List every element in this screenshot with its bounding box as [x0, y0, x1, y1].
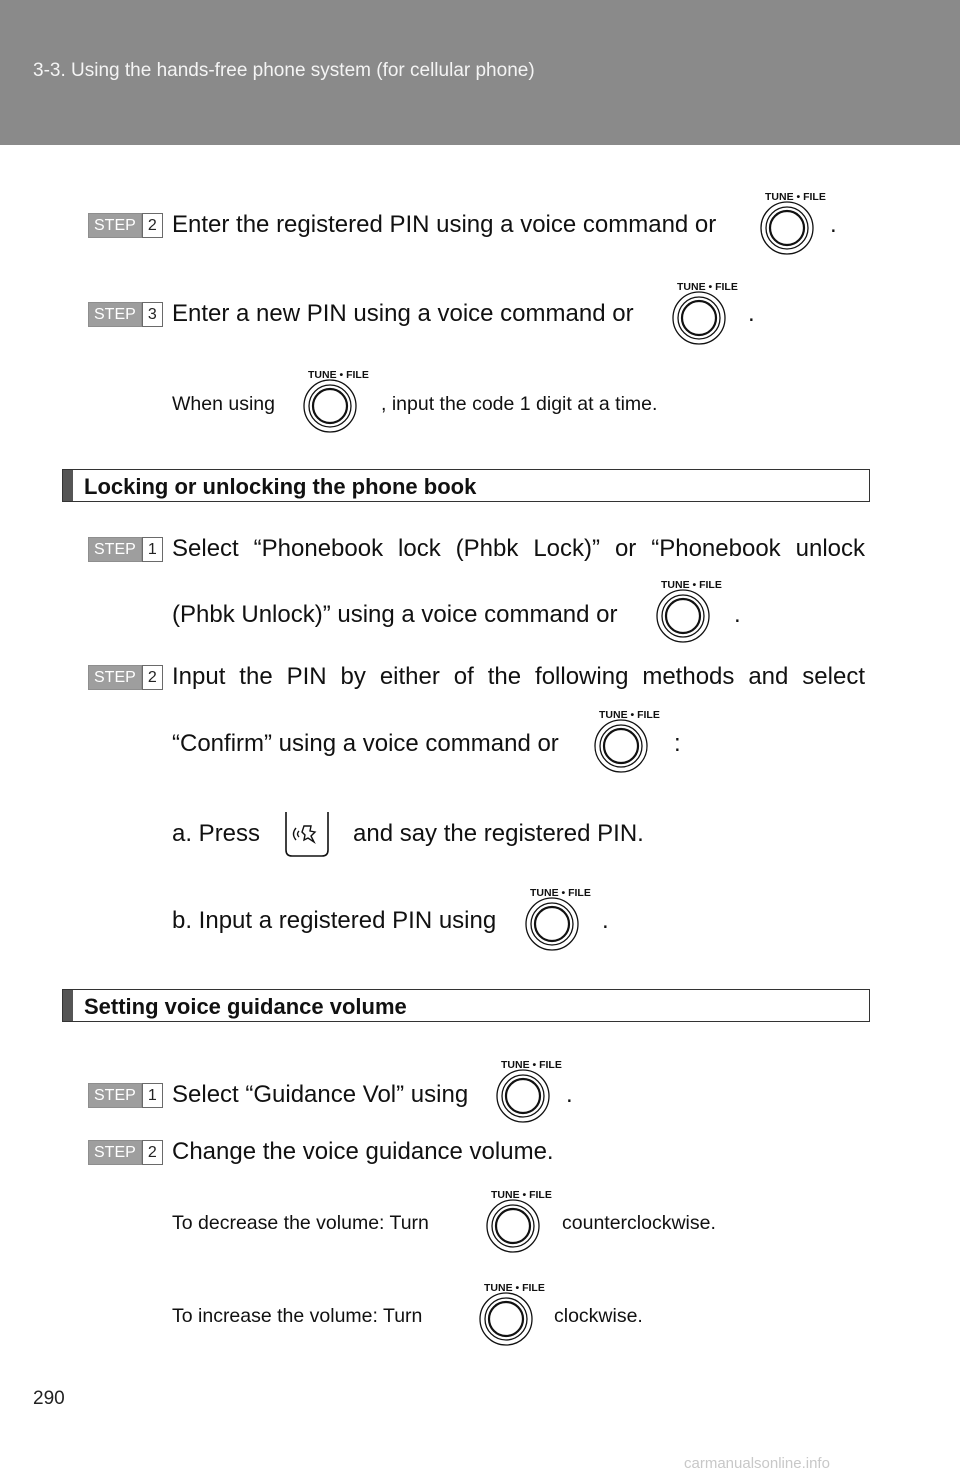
step-badge-1: [88, 1083, 163, 1108]
section-breadcrumb: 3-3. Using the hands-free phone system (for cellular phone): [33, 60, 535, 81]
step-text: Select “Phonebook lock (Phbk Lock)” or “Phonebook unlock: [172, 535, 865, 562]
step-text-tail: .: [748, 300, 755, 327]
knob-label: TUNE • FILE: [677, 281, 738, 293]
page-header: [0, 0, 960, 145]
step-text: Input the PIN by either of the following methods and select: [172, 663, 865, 690]
decrease-instruction: counterclockwise.: [562, 1212, 716, 1234]
step-number: 3: [142, 302, 163, 327]
heading-text: Locking or unlocking the phone book: [84, 474, 477, 499]
heading-bar: [63, 990, 73, 1021]
increase-instruction: To increase the volume: Turn: [172, 1305, 423, 1327]
tune-file-knob-icon: [672, 278, 748, 348]
heading-text: Setting voice guidance volume: [84, 994, 407, 1019]
increase-instruction: clockwise.: [554, 1305, 643, 1327]
option-a-text: a. Press: [172, 820, 261, 847]
step-label: STEP: [88, 1140, 142, 1165]
step-text: Change the voice guidance volume.: [172, 1138, 554, 1165]
step-label: STEP: [88, 213, 142, 238]
step-badge-2: [88, 1140, 163, 1165]
note-text: When using: [172, 393, 275, 415]
talk-switch-icon: [284, 810, 332, 858]
knob-label: TUNE • FILE: [501, 1059, 562, 1071]
tune-file-knob-icon: [594, 706, 670, 776]
tune-file-knob-icon: [479, 1279, 555, 1349]
knob-label: TUNE • FILE: [765, 191, 826, 203]
decrease-instruction: To decrease the volume: Turn: [172, 1212, 429, 1234]
step-number: 2: [142, 1140, 163, 1165]
step-text: “Confirm” using a voice command or: [172, 730, 559, 757]
knob-label: TUNE • FILE: [530, 887, 591, 899]
option-b-text: b. Input a registered PIN using: [172, 907, 497, 934]
step-label: STEP: [88, 302, 142, 327]
step-text-tail: .: [566, 1081, 573, 1108]
tune-file-knob-icon: [656, 576, 732, 646]
step-label: STEP: [88, 665, 142, 690]
step-badge-2: [88, 665, 163, 690]
tune-file-knob-icon: [486, 1186, 562, 1256]
step-number: 1: [142, 537, 163, 562]
heading-bar: [63, 470, 73, 501]
option-b-tail: .: [602, 907, 609, 934]
knob-label: TUNE • FILE: [661, 579, 722, 591]
step-number: 2: [142, 665, 163, 690]
tune-file-knob-icon: [760, 188, 836, 258]
step-badge-1: [88, 537, 163, 562]
step-badge-2: [88, 213, 163, 238]
option-a-text: and say the registered PIN.: [353, 820, 644, 847]
step-text: Select “Guidance Vol” using: [172, 1081, 469, 1108]
step-badge-3: [88, 302, 163, 327]
knob-label: TUNE • FILE: [491, 1189, 552, 1201]
step-text-tail: .: [830, 211, 837, 238]
knob-label: TUNE • FILE: [599, 709, 660, 721]
step-text-tail: .: [734, 601, 741, 628]
tune-file-knob-icon: [496, 1056, 572, 1126]
section-heading-guidance-volume: [62, 989, 870, 1022]
step-label: STEP: [88, 1083, 142, 1108]
step-text: Enter the registered PIN using a voice command or: [172, 211, 717, 238]
note-text: , input the code 1 digit at a time.: [381, 393, 658, 415]
step-number: 1: [142, 1083, 163, 1108]
tune-file-knob-icon: [525, 884, 601, 954]
watermark: carmanualsonline.info: [684, 1455, 830, 1472]
step-text: (Phbk Unlock)” using a voice command or: [172, 601, 618, 628]
section-heading-phonebook-lock: [62, 469, 870, 502]
page-number: 290: [33, 1388, 65, 1409]
knob-label: TUNE • FILE: [484, 1282, 545, 1294]
step-text: Enter a new PIN using a voice command or: [172, 300, 634, 327]
step-number: 2: [142, 213, 163, 238]
knob-label: TUNE • FILE: [308, 369, 369, 381]
tune-file-knob-icon: [303, 366, 379, 436]
step-label: STEP: [88, 537, 142, 562]
step-text-tail: :: [674, 730, 681, 757]
